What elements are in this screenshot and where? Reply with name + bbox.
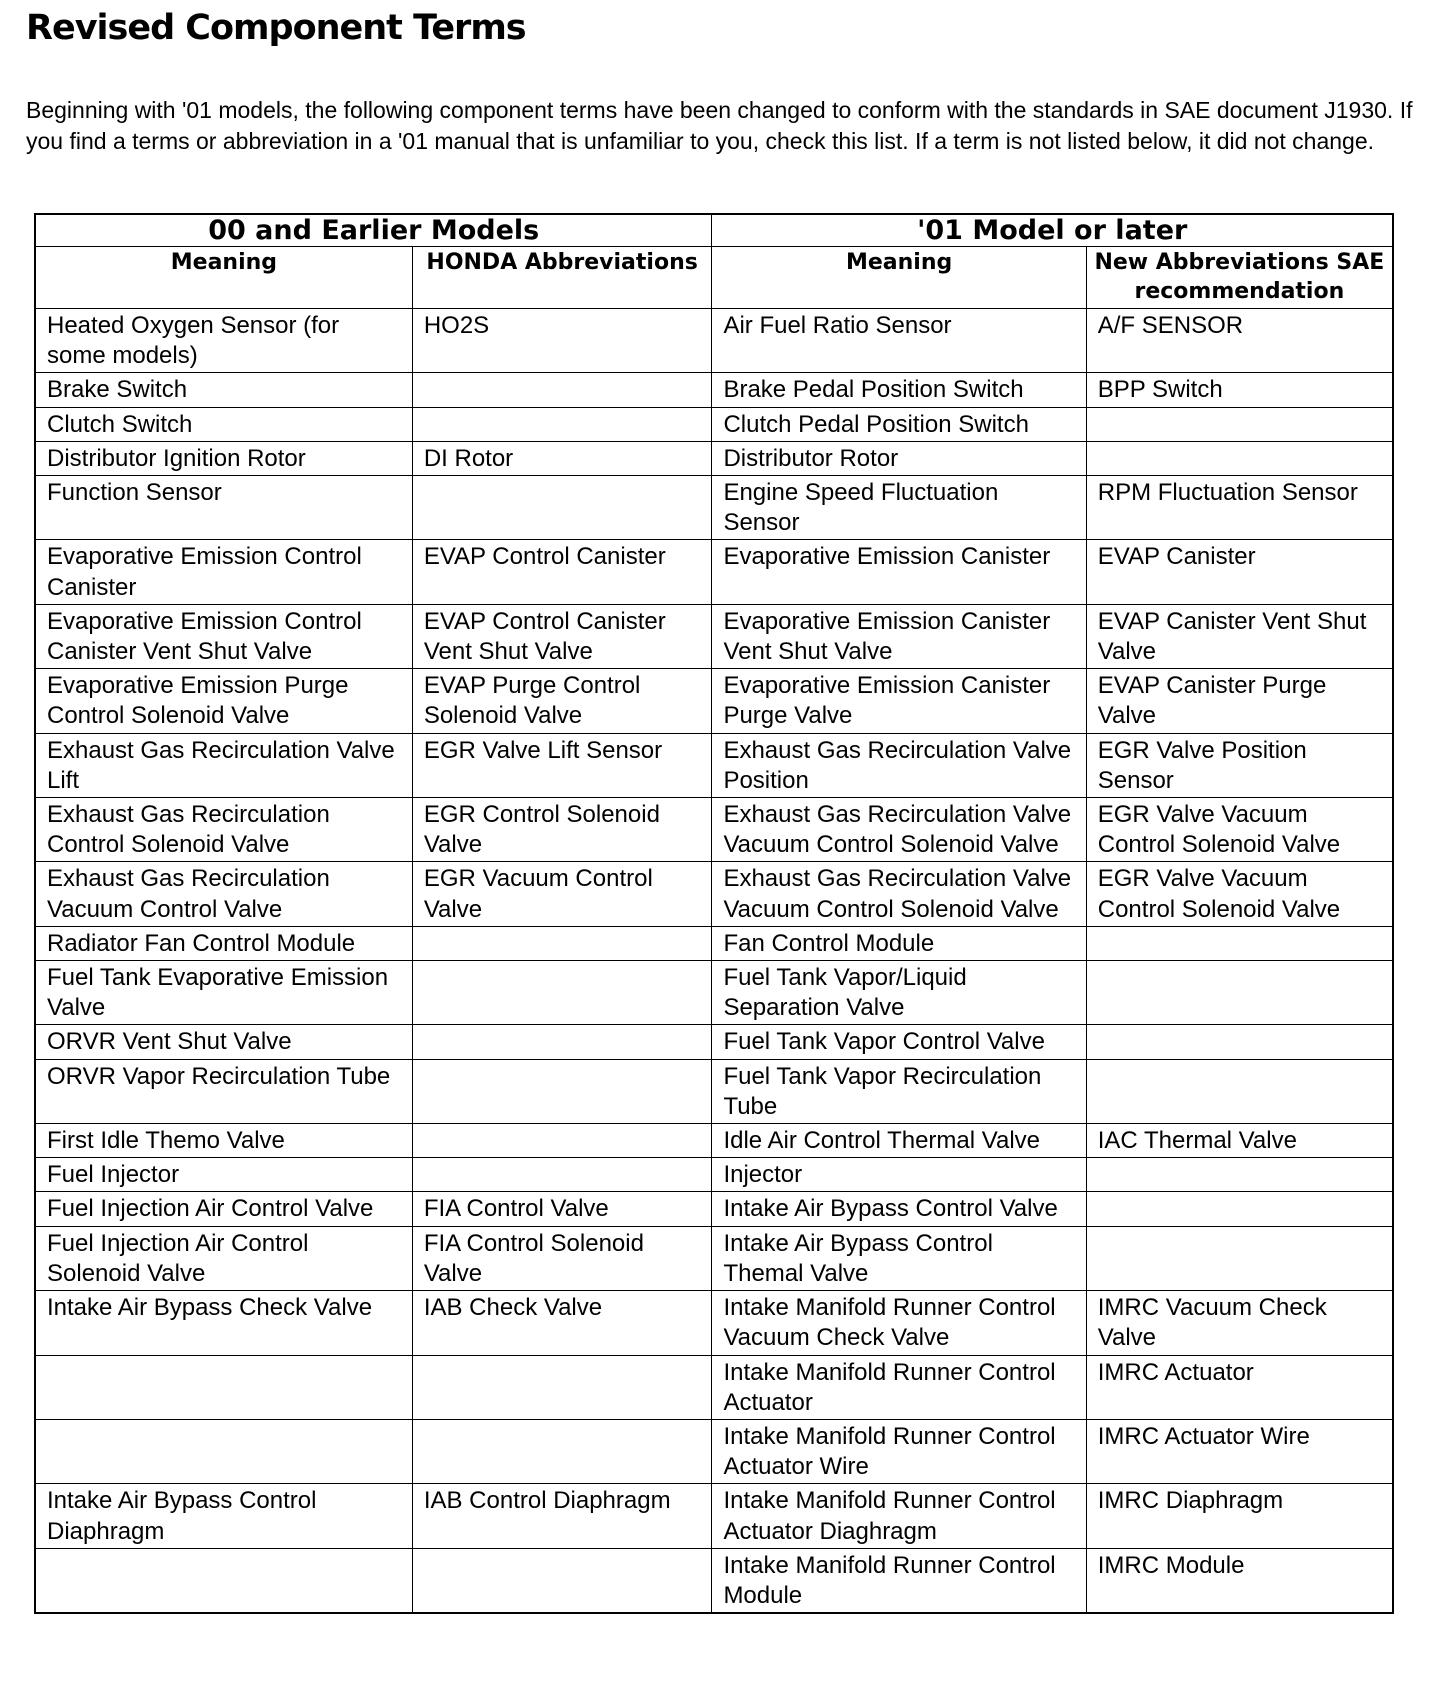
intro-paragraph: Beginning with '01 models, the following component terms have been changed to conform with the standards in SAE document J1930. If you find a terms or abbreviation in a '01 manual that is unfamiliar to you, check this list. If a term is not listed below, it did not change. — [26, 97, 1413, 154]
new-abbreviation-cell: EGR Valve Position Sensor — [1086, 733, 1393, 797]
column-header-old-meaning: Meaning — [35, 247, 412, 309]
table-row — [35, 1419, 1393, 1483]
old-meaning-cell: Exhaust Gas Recirculation Valve Lift — [35, 733, 412, 797]
new-meaning-cell: Air Fuel Ratio Sensor — [712, 309, 1086, 373]
honda-abbreviation-cell: FIA Control Valve — [412, 1192, 712, 1226]
new-meaning-cell: Engine Speed Fluctuation Sensor — [712, 476, 1086, 540]
table-row — [35, 407, 1393, 441]
old-meaning-cell: Evaporative Emission Control Canister Vent Shut Valve — [35, 604, 412, 668]
new-meaning-cell: Fuel Tank Vapor Control Valve — [712, 1025, 1086, 1059]
table-row — [35, 733, 1393, 797]
table-row — [35, 1226, 1393, 1290]
table-row — [35, 540, 1393, 604]
table-row — [35, 1124, 1393, 1158]
table-row — [35, 1059, 1393, 1123]
new-abbreviation-cell — [1086, 441, 1393, 475]
table-row — [35, 961, 1393, 1025]
new-meaning-cell: Distributor Rotor — [712, 441, 1086, 475]
new-abbreviation-cell — [1086, 1158, 1393, 1192]
new-abbreviation-cell: IMRC Actuator — [1086, 1355, 1393, 1419]
group-new-header: '01 Model or later — [712, 214, 1393, 247]
new-abbreviation-cell: EVAP Canister — [1086, 540, 1393, 604]
new-meaning-cell: Exhaust Gas Recirculation Valve Vacuum Control Solenoid Valve — [712, 862, 1086, 926]
new-meaning-cell: Evaporative Emission Canister Purge Valve — [712, 669, 1086, 733]
old-meaning-cell: Heated Oxygen Sensor (for some models) — [35, 309, 412, 373]
honda-abbreviation-cell: HO2S — [412, 309, 712, 373]
new-meaning-cell: Evaporative Emission Canister — [712, 540, 1086, 604]
table-row — [35, 862, 1393, 926]
old-meaning-cell: Clutch Switch — [35, 407, 412, 441]
new-abbreviation-cell: IAC Thermal Valve — [1086, 1124, 1393, 1158]
honda-abbreviation-cell — [412, 1355, 712, 1419]
old-meaning-cell: Fuel Injection Air Control Solenoid Valve — [35, 1226, 412, 1290]
honda-abbreviation-cell — [412, 926, 712, 960]
table-row — [35, 1025, 1393, 1059]
new-meaning-cell: Injector — [712, 1158, 1086, 1192]
table-row — [35, 1548, 1393, 1613]
new-abbreviation-cell: IMRC Actuator Wire — [1086, 1419, 1393, 1483]
old-meaning-cell: Intake Air Bypass Check Valve — [35, 1291, 412, 1355]
new-meaning-cell: Intake Air Bypass Control Valve — [712, 1192, 1086, 1226]
table-row — [35, 926, 1393, 960]
new-abbreviation-cell: EGR Valve Vacuum Control Solenoid Valve — [1086, 798, 1393, 862]
old-meaning-cell — [35, 1355, 412, 1419]
table-row — [35, 1192, 1393, 1226]
new-meaning-cell: Exhaust Gas Recirculation Valve Position — [712, 733, 1086, 797]
honda-abbreviation-cell: EVAP Control Canister — [412, 540, 712, 604]
new-meaning-cell: Evaporative Emission Canister Vent Shut Valve — [712, 604, 1086, 668]
old-meaning-cell: Exhaust Gas Recirculation Control Solenoid Valve — [35, 798, 412, 862]
honda-abbreviation-cell: IAB Check Valve — [412, 1291, 712, 1355]
new-meaning-cell: Fan Control Module — [712, 926, 1086, 960]
column-header-new-abbreviations: New Abbreviations SAE recommendation — [1086, 247, 1393, 309]
old-meaning-cell: ORVR Vent Shut Valve — [35, 1025, 412, 1059]
old-meaning-cell: Intake Air Bypass Control Diaphragm — [35, 1484, 412, 1548]
old-meaning-cell: Fuel Injector — [35, 1158, 412, 1192]
old-meaning-cell: First Idle Themo Valve — [35, 1124, 412, 1158]
table-row — [35, 309, 1393, 373]
new-meaning-cell: Fuel Tank Vapor/Liquid Separation Valve — [712, 961, 1086, 1025]
old-meaning-cell: Fuel Tank Evaporative Emission Valve — [35, 961, 412, 1025]
old-meaning-cell: Fuel Injection Air Control Valve — [35, 1192, 412, 1226]
old-meaning-cell: ORVR Vapor Recirculation Tube — [35, 1059, 412, 1123]
honda-abbreviation-cell — [412, 1158, 712, 1192]
new-meaning-cell: Intake Manifold Runner Control Actuator Wire — [712, 1419, 1086, 1483]
group-old-header: 00 and Earlier Models — [35, 214, 712, 247]
old-meaning-cell: Evaporative Emission Control Canister — [35, 540, 412, 604]
honda-abbreviation-cell: EGR Valve Lift Sensor — [412, 733, 712, 797]
table-row — [35, 669, 1393, 733]
honda-abbreviation-cell: EGR Vacuum Control Valve — [412, 862, 712, 926]
group-header-row — [35, 214, 1393, 247]
new-meaning-cell: Intake Manifold Runner Control Actuator — [712, 1355, 1086, 1419]
new-meaning-cell: Fuel Tank Vapor Recirculation Tube — [712, 1059, 1086, 1123]
table-row — [35, 1158, 1393, 1192]
new-abbreviation-cell — [1086, 1059, 1393, 1123]
honda-abbreviation-cell: IAB Control Diaphragm — [412, 1484, 712, 1548]
honda-abbreviation-cell — [412, 961, 712, 1025]
new-meaning-cell: Idle Air Control Thermal Valve — [712, 1124, 1086, 1158]
honda-abbreviation-cell: DI Rotor — [412, 441, 712, 475]
column-header-row — [35, 247, 1393, 309]
honda-abbreviation-cell — [412, 1419, 712, 1483]
honda-abbreviation-cell — [412, 476, 712, 540]
table-body — [35, 309, 1393, 1614]
column-header-new-meaning: Meaning — [712, 247, 1086, 309]
new-abbreviation-cell: RPM Fluctuation Sensor — [1086, 476, 1393, 540]
honda-abbreviation-cell — [412, 407, 712, 441]
new-meaning-cell: Intake Manifold Runner Control Actuator Diaghragm — [712, 1484, 1086, 1548]
new-meaning-cell: Clutch Pedal Position Switch — [712, 407, 1086, 441]
honda-abbreviation-cell — [412, 1025, 712, 1059]
new-abbreviation-cell: IMRC Vacuum Check Valve — [1086, 1291, 1393, 1355]
honda-abbreviation-cell: EGR Control Solenoid Valve — [412, 798, 712, 862]
old-meaning-cell — [35, 1548, 412, 1613]
new-abbreviation-cell: BPP Switch — [1086, 373, 1393, 407]
honda-abbreviation-cell: FIA Control Solenoid Valve — [412, 1226, 712, 1290]
new-abbreviation-cell — [1086, 1226, 1393, 1290]
old-meaning-cell — [35, 1419, 412, 1483]
new-abbreviation-cell — [1086, 407, 1393, 441]
new-meaning-cell: Intake Air Bypass Control Themal Valve — [712, 1226, 1086, 1290]
column-header-honda-abbreviations: HONDA Abbreviations — [412, 247, 712, 309]
table-row — [35, 798, 1393, 862]
new-abbreviation-cell: IMRC Diaphragm — [1086, 1484, 1393, 1548]
new-abbreviation-cell — [1086, 926, 1393, 960]
old-meaning-cell: Exhaust Gas Recirculation Vacuum Control Valve — [35, 862, 412, 926]
page-title: Revised Component Terms — [26, 8, 526, 48]
table-row — [35, 604, 1393, 668]
table-row — [35, 1484, 1393, 1548]
new-meaning-cell: Exhaust Gas Recirculation Valve Vacuum Control Solenoid Valve — [712, 798, 1086, 862]
new-meaning-cell: Intake Manifold Runner Control Vacuum Check Valve — [712, 1291, 1086, 1355]
honda-abbreviation-cell: EVAP Purge Control Solenoid Valve — [412, 669, 712, 733]
new-abbreviation-cell: EGR Valve Vacuum Control Solenoid Valve — [1086, 862, 1393, 926]
honda-abbreviation-cell — [412, 1548, 712, 1613]
old-meaning-cell: Evaporative Emission Purge Control Solenoid Valve — [35, 669, 412, 733]
old-meaning-cell: Distributor Ignition Rotor — [35, 441, 412, 475]
old-meaning-cell: Function Sensor — [35, 476, 412, 540]
new-abbreviation-cell — [1086, 961, 1393, 1025]
new-meaning-cell: Brake Pedal Position Switch — [712, 373, 1086, 407]
new-abbreviation-cell: EVAP Canister Purge Valve — [1086, 669, 1393, 733]
honda-abbreviation-cell — [412, 1124, 712, 1158]
honda-abbreviation-cell: EVAP Control Canister Vent Shut Valve — [412, 604, 712, 668]
old-meaning-cell: Brake Switch — [35, 373, 412, 407]
new-abbreviation-cell — [1086, 1192, 1393, 1226]
new-abbreviation-cell: IMRC Module — [1086, 1548, 1393, 1613]
table-row — [35, 373, 1393, 407]
new-meaning-cell: Intake Manifold Runner Control Module — [712, 1548, 1086, 1613]
new-abbreviation-cell: A/F SENSOR — [1086, 309, 1393, 373]
table-row — [35, 476, 1393, 540]
new-abbreviation-cell: EVAP Canister Vent Shut Valve — [1086, 604, 1393, 668]
table-row — [35, 441, 1393, 475]
table-row — [35, 1355, 1393, 1419]
honda-abbreviation-cell — [412, 373, 712, 407]
old-meaning-cell: Radiator Fan Control Module — [35, 926, 412, 960]
table-row — [35, 1291, 1393, 1355]
honda-abbreviation-cell — [412, 1059, 712, 1123]
new-abbreviation-cell — [1086, 1025, 1393, 1059]
component-terms-table — [34, 213, 1394, 1614]
